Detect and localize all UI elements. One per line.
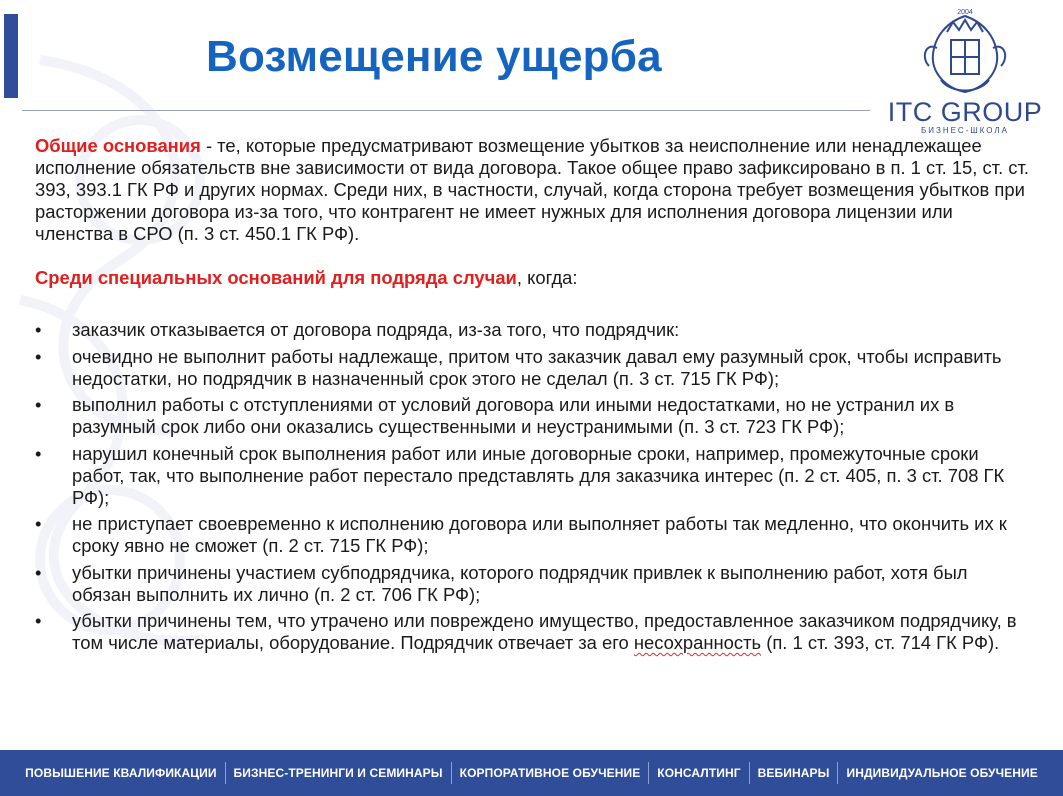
title-accent-bar: [4, 14, 18, 98]
list-item: • не приступает своевременно к исполнению договора или выполняет работы так медленно, что окончить их к сроку явно не сможет (п. 2 ст. 715 ГК РФ);: [35, 513, 1007, 556]
footer-item-webinars[interactable]: ВЕБИНАРЫ: [757, 766, 830, 780]
list-item: • убытки причинены тем, что утрачено или повреждено имущество, предоставленное заказчиком подрядчику, в том числе материалы, оборудование. Подрядчик отвечает за его несохранность (п. 1 ст. 393, ст. 714 ГК РФ).: [35, 610, 1017, 653]
special-grounds-paragraph: [35, 267, 1030, 289]
bullet-icon: •: [35, 513, 42, 534]
crest-icon: [917, 8, 1013, 98]
itc-group-logo: [880, 8, 1050, 140]
bullet-icon: •: [35, 442, 42, 464]
bullet-icon: •: [35, 345, 42, 367]
list-item: • очевидно не выполнит работы надлежаще, притом что заказчик давал ему разумный срок, чтобы исправить недостатки, но подрядчик в назначенный срок этого не сделал (п. 3 ст. 715 ГК РФ);: [35, 345, 1002, 389]
footer-item-individual[interactable]: ИНДИВИДУАЛЬНОЕ ОБУЧЕНИЕ: [846, 766, 1038, 780]
footer-nav: [0, 750, 1063, 796]
footer-divider: [749, 762, 750, 784]
logo-name: ITC GROUP: [887, 97, 1043, 127]
footer-item-consulting[interactable]: КОНСАЛТИНГ: [657, 766, 741, 780]
footer-item-qualification[interactable]: ПОВЫШЕНИЕ КВАЛИФИКАЦИИ: [25, 766, 217, 780]
general-grounds-paragraph: [35, 135, 1030, 245]
footer-divider: [648, 762, 649, 784]
general-grounds-lead: Общие основания: [35, 135, 201, 156]
bullet-icon: •: [35, 394, 42, 415]
list-item: • выполнил работы с отступлениями от условий договора или иными недостатками, но не устранил их в разумный срок либо они оказались существенными и неустранимыми (п. 3 ст. 723 ГК РФ);: [35, 394, 955, 437]
slide-body: [35, 135, 1030, 659]
logo-subtitle: БИЗНЕС-ШКОЛА: [920, 126, 1009, 135]
list-item: • нарушил конечный срок выполнения работ или иные договорные сроки, например, промежуточные сроки работ, так, что выполнение работ перестало представлять для заказчика интерес (п. 2 ст. 405, п. 3 ст. 708 ГК РФ);: [35, 442, 1005, 508]
bullet-icon: •: [35, 561, 42, 583]
header-divider: [22, 110, 870, 111]
list-item: • убытки причинены участием субподрядчика, которого подрядчик привлек к выполнению работ, хотя был обязан выполнить их лично (п. 2 ст. 706 ГК РФ);: [35, 561, 968, 605]
footer-divider: [225, 762, 226, 784]
footer-divider: [837, 762, 838, 784]
page-title: Возмещение ущерба: [206, 32, 662, 81]
list-item: • заказчик отказывается от договора подряда, из-за того, что подрядчик:: [35, 319, 680, 340]
logo-year: 2004: [957, 9, 973, 16]
spellcheck-word: несохранность: [633, 632, 762, 653]
bullet-icon: •: [35, 319, 42, 340]
general-grounds-text: - те, которые предусматривают возмещение убытков за неисполнение или ненадлежащее исполнение обязательств вне зависимости от вида договора. Такое общее право зафиксировано в п. 1 ст. 15, ст. ст. 393, 393.1 ГК РФ и других нормах. Среди них, в частности, случай, когда сторона требует возмещения убытков при расторжении договора из-за того, что контрагент не имеет нужных для исполнения договора лицензии или членства в СРО (п. 3 ст. 450.1 ГК РФ).: [35, 135, 1029, 244]
special-grounds-lead: Среди специальных оснований для подряда случаи: [35, 267, 517, 288]
special-grounds-text: , когда:: [516, 267, 578, 288]
footer-divider: [451, 762, 452, 784]
footer-item-trainings[interactable]: БИЗНЕС-ТРЕНИНГИ И СЕМИНАРЫ: [233, 766, 443, 780]
bullet-icon: •: [35, 610, 42, 631]
grounds-list: [35, 319, 1030, 654]
footer-item-corporate[interactable]: КОРПОРАТИВНОЕ ОБУЧЕНИЕ: [459, 766, 641, 780]
